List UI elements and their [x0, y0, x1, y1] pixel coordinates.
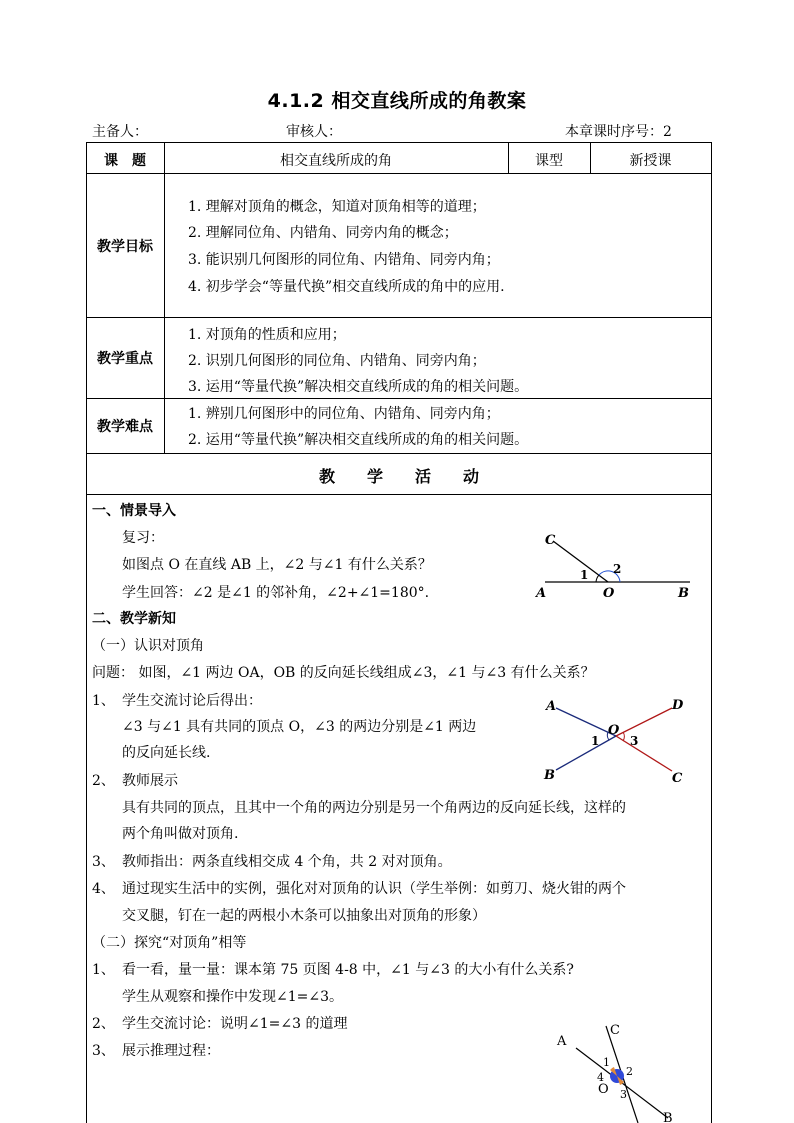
difficulty-item: 1. 辨别几何图形中的同位角、内错角、同旁内角； [188, 406, 500, 422]
reviewer-label: 审核人： [286, 124, 342, 140]
supplementary-angle-figure [528, 528, 698, 603]
key-point-item: 1. 对顶角的性质和应用； [188, 327, 346, 343]
question-text: 如图点 O 在直线 AB 上，∠2 与∠1 有什么关系？ [122, 557, 432, 573]
type-value: 新授课 [629, 153, 672, 169]
item-text: 交叉腿，钉在一起的两根小木条可以抽象出对顶角的形象） [122, 908, 486, 924]
item-text: 通过现实生活中的实例，强化对对顶角的认识（学生举例：如剪刀、烧火钳的两个 [122, 881, 626, 897]
subsection-heading: （二）探究“对顶角”相等 [92, 935, 247, 951]
item-number: 3、 [92, 854, 115, 870]
objective-item: 4. 初步学会“等量代换”相交直线所成的角中的应用. [188, 279, 505, 295]
point-label: B [663, 1111, 673, 1123]
point-label: B [544, 768, 555, 783]
item-text: ∠3 与∠1 具有共同的顶点 O，∠3 的两边分别是∠1 两边 [122, 719, 477, 735]
item-text: 展示推理过程： [122, 1043, 220, 1059]
key-point-item: 3. 运用“等量代换”解决相交直线所成的角的相关问题。 [188, 379, 529, 395]
section-heading: 二、教学新知 [92, 611, 176, 627]
review-label: 复习： [122, 530, 164, 546]
angle-label: 2 [613, 562, 622, 576]
section-heading: 一、情景导入 [92, 503, 176, 519]
item-text: 具有共同的顶点，且其中一个角的两边分别是另一个角两边的反向延长线，这样的 [122, 800, 626, 816]
point-label: B [678, 586, 689, 601]
serial-label: 本章课时序号：2 [565, 124, 672, 140]
preparer-label: 主备人： [92, 124, 148, 140]
item-number: 4、 [92, 881, 115, 897]
item-text: 两个角叫做对顶角. [122, 826, 239, 842]
item-text: 教师展示 [122, 773, 178, 789]
key-points-label: 教学重点 [97, 351, 153, 367]
point-label: A [557, 1034, 567, 1049]
item-number: 2、 [92, 773, 115, 789]
angle-label: 3 [620, 1088, 627, 1101]
item-text: 看一看，量一量：课本第 75 页图 4-8 中，∠1 与∠3 的大小有什么关系? [122, 962, 574, 978]
activity-header: 教 学 活 动 [318, 467, 479, 486]
point-label: A [546, 699, 557, 714]
question-text: 问题： 如图，∠1 两边 OA，OB 的反向延长线组成∠3，∠1 与∠3 有什么关系？ [92, 665, 595, 681]
item-text: 的反向延长线. [122, 745, 211, 761]
objective-item: 1. 理解对顶角的概念，知道对顶角相等的道理； [188, 199, 486, 215]
objective-item: 2. 理解同位角、内错角、同旁内角的概念； [188, 225, 458, 241]
key-point-item: 2. 识别几何图形的同位角、内错角、同旁内角； [188, 353, 486, 369]
page-title: 4.1.2 相交直线所成的角教案 [267, 90, 527, 112]
difficulty-item: 2. 运用“等量代换”解决相交直线所成的角的相关问题。 [188, 432, 529, 448]
item-number: 2、 [92, 1016, 115, 1032]
item-number: 1、 [92, 962, 115, 978]
answer-text: 学生回答：∠2 是∠1 的邻补角，∠2+∠1=180°. [122, 585, 430, 601]
four-angle-figure [552, 1018, 682, 1123]
point-label: D [672, 698, 684, 713]
point-label: O [608, 723, 620, 738]
point-label: C [610, 1023, 620, 1038]
item-number: 1、 [92, 693, 115, 709]
topic-label: 课 题 [104, 153, 146, 169]
item-text: 学生从观察和操作中发现∠1=∠3。 [122, 989, 344, 1005]
point-label: O [598, 1082, 609, 1097]
angle-label: 1 [603, 1056, 610, 1069]
point-label: O [603, 586, 615, 601]
objective-item: 3. 能识别几何图形的同位角、内错角、同旁内角； [188, 252, 500, 268]
item-number: 3、 [92, 1043, 115, 1059]
topic-value: 相交直线所成的角 [280, 153, 392, 169]
vertical-angle-figure [538, 692, 698, 788]
item-text: 教师指出：两条直线相交成 4 个角，共 2 对对顶角。 [122, 854, 452, 870]
angle-label: 1 [580, 568, 589, 582]
angle-label: 4 [597, 1071, 604, 1084]
angle-label: 1 [591, 734, 600, 748]
type-label: 课型 [535, 153, 563, 169]
subsection-heading: （一）认识对顶角 [92, 638, 204, 654]
point-label: A [536, 586, 547, 601]
item-text: 学生交流讨论后得出： [122, 693, 262, 709]
point-label: C [545, 533, 556, 548]
angle-label: 3 [630, 734, 639, 748]
item-text: 学生交流讨论：说明∠1=∠3 的道理 [122, 1016, 348, 1032]
point-label: C [672, 771, 683, 786]
objectives-label: 教学目标 [97, 239, 153, 255]
angle-label: 2 [626, 1065, 633, 1078]
difficulties-label: 教学难点 [97, 419, 153, 435]
